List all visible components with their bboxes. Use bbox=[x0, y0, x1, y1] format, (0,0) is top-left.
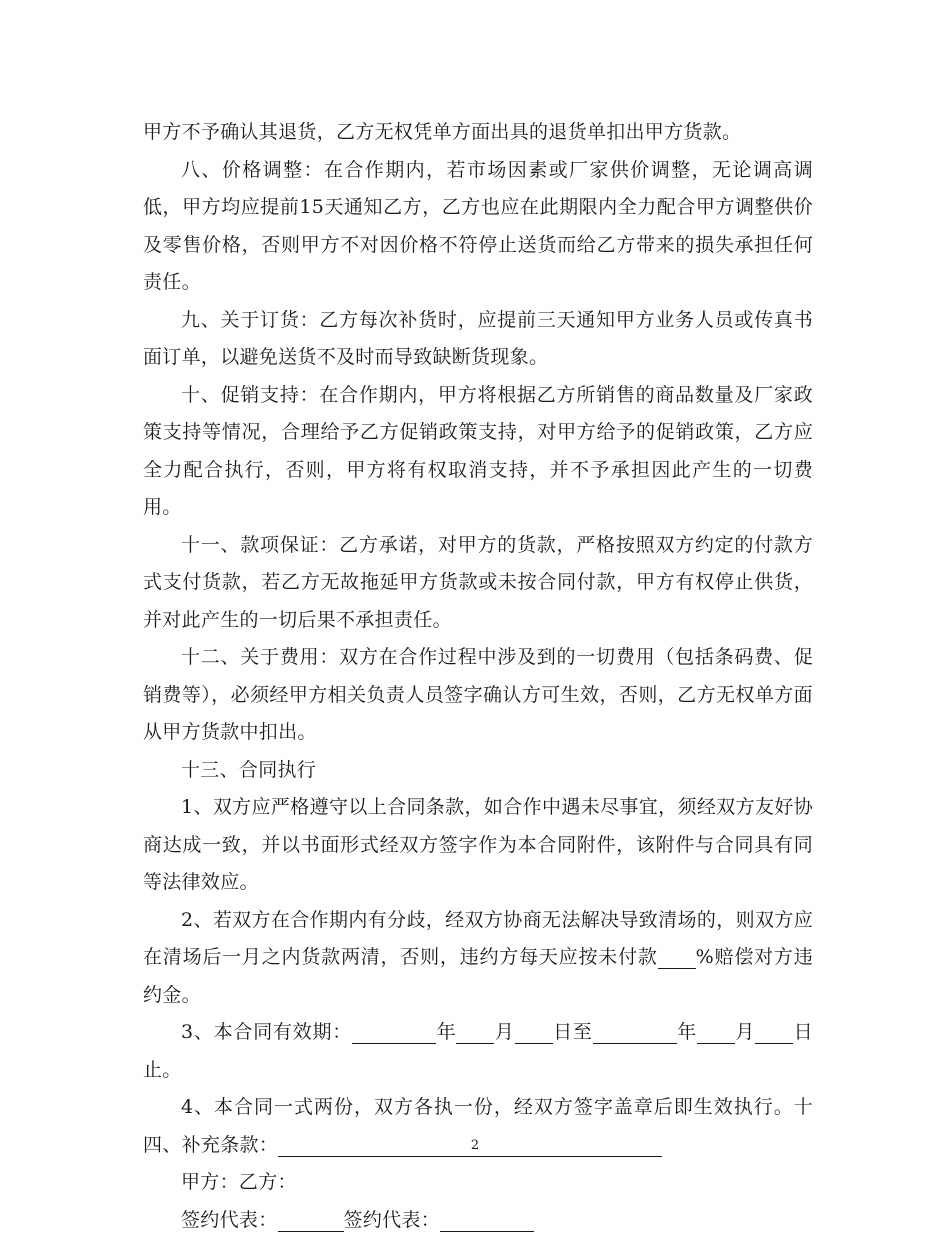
start-day-blank[interactable] bbox=[515, 1021, 553, 1044]
clause-dispute-settlement bbox=[143, 902, 813, 1015]
end-month-label: 月 bbox=[735, 1021, 755, 1043]
end-day-label: 日止。 bbox=[143, 1021, 813, 1081]
clause-dispute-suffix: %赔偿对方违约金。 bbox=[143, 946, 813, 1006]
signatory-b-blank[interactable] bbox=[440, 1209, 534, 1232]
start-month-label: 月 bbox=[494, 1021, 514, 1043]
end-day-blank[interactable] bbox=[755, 1021, 793, 1044]
penalty-rate-blank[interactable] bbox=[658, 946, 696, 969]
copies-text: 4、本合同一式两份，双方各执一份，经双方签字盖章后即生效执行。十四、补充条款： bbox=[143, 1096, 813, 1156]
end-year-blank[interactable] bbox=[593, 1021, 677, 1044]
signatory-label-a: 签约代表： bbox=[181, 1209, 278, 1231]
page-number: 2 bbox=[0, 1138, 950, 1153]
paragraph-list bbox=[143, 114, 813, 902]
paragraph-payment-guarantee: 十一、款项保证：乙方承诺，对甲方的货款，严格按照双方约定的付款方式支付货款，若乙方无故拖延甲方货款或未按合同付款，甲方有权停止供货，并对此产生的一切后果不承担责任。 bbox=[143, 527, 813, 640]
paragraph-contract-execution: 十三、合同执行 bbox=[143, 752, 813, 790]
paragraph-return-goods: 甲方不予确认其退货，乙方无权凭单方面出具的退货单扣出甲方货款。 bbox=[143, 114, 813, 152]
clause-dispute-text: 2、若双方在合作期内有分歧，经双方协商无法解决导致清场的，则双方应在清场后一月之内货款两清，否则，违约方每天应按未付款 bbox=[143, 909, 813, 969]
paragraph-execution-1: 1、双方应严格遵守以上合同条款，如合作中遇未尽事宜，须经双方友好协商达成一致，并以书面形式经双方签字作为本合同附件，该附件与合同具有同等法律效应。 bbox=[143, 789, 813, 902]
paragraph-ordering: 九、关于订货：乙方每次补货时，应提前三天通知甲方业务人员或传真书面订单，以避免送货不及时而导致缺断货现象。 bbox=[143, 302, 813, 377]
signatory-a-blank[interactable] bbox=[278, 1209, 344, 1232]
signature-line bbox=[143, 1202, 813, 1239]
paragraph-promotion-support: 十、促销支持：在合作期内，甲方将根据乙方所销售的商品数量及厂家政策支持等情况，合理给予乙方促销政策支持，对甲方给予的促销政策，乙方应全力配合执行，否则，甲方将有权取消支持，并不予承担因此产生的一切费用。 bbox=[143, 377, 813, 527]
parties-label: 甲方：乙方： bbox=[181, 1171, 297, 1193]
validity-prefix: 3、本合同有效期： bbox=[181, 1021, 352, 1043]
paragraph-price-adjustment: 八、价格调整：在合作期内，若市场因素或厂家供价调整，无论调高调低，甲方均应提前15天通知乙方，乙方也应在此期限内全力配合甲方调整供价及零售价格，否则甲方不对因价格不符停止送货而给乙方带来的损失承担任何责任。 bbox=[143, 152, 813, 302]
parties-line bbox=[143, 1164, 813, 1202]
start-year-label: 年 bbox=[436, 1021, 456, 1043]
end-month-blank[interactable] bbox=[697, 1021, 735, 1044]
start-year-blank[interactable] bbox=[352, 1021, 436, 1044]
clause-validity-period bbox=[143, 1014, 813, 1089]
end-year-label: 年 bbox=[677, 1021, 697, 1043]
signatory-label-b: 签约代表： bbox=[344, 1209, 441, 1231]
paragraph-fees: 十二、关于费用：双方在合作过程中涉及到的一切费用（包括条码费、促销费等），必须经甲方相关负责人员签字确认方可生效，否则，乙方无权单方面从甲方货款中扣出。 bbox=[143, 639, 813, 752]
start-day-label: 日至 bbox=[553, 1021, 593, 1043]
document-body bbox=[143, 114, 813, 1239]
start-month-blank[interactable] bbox=[456, 1021, 494, 1044]
